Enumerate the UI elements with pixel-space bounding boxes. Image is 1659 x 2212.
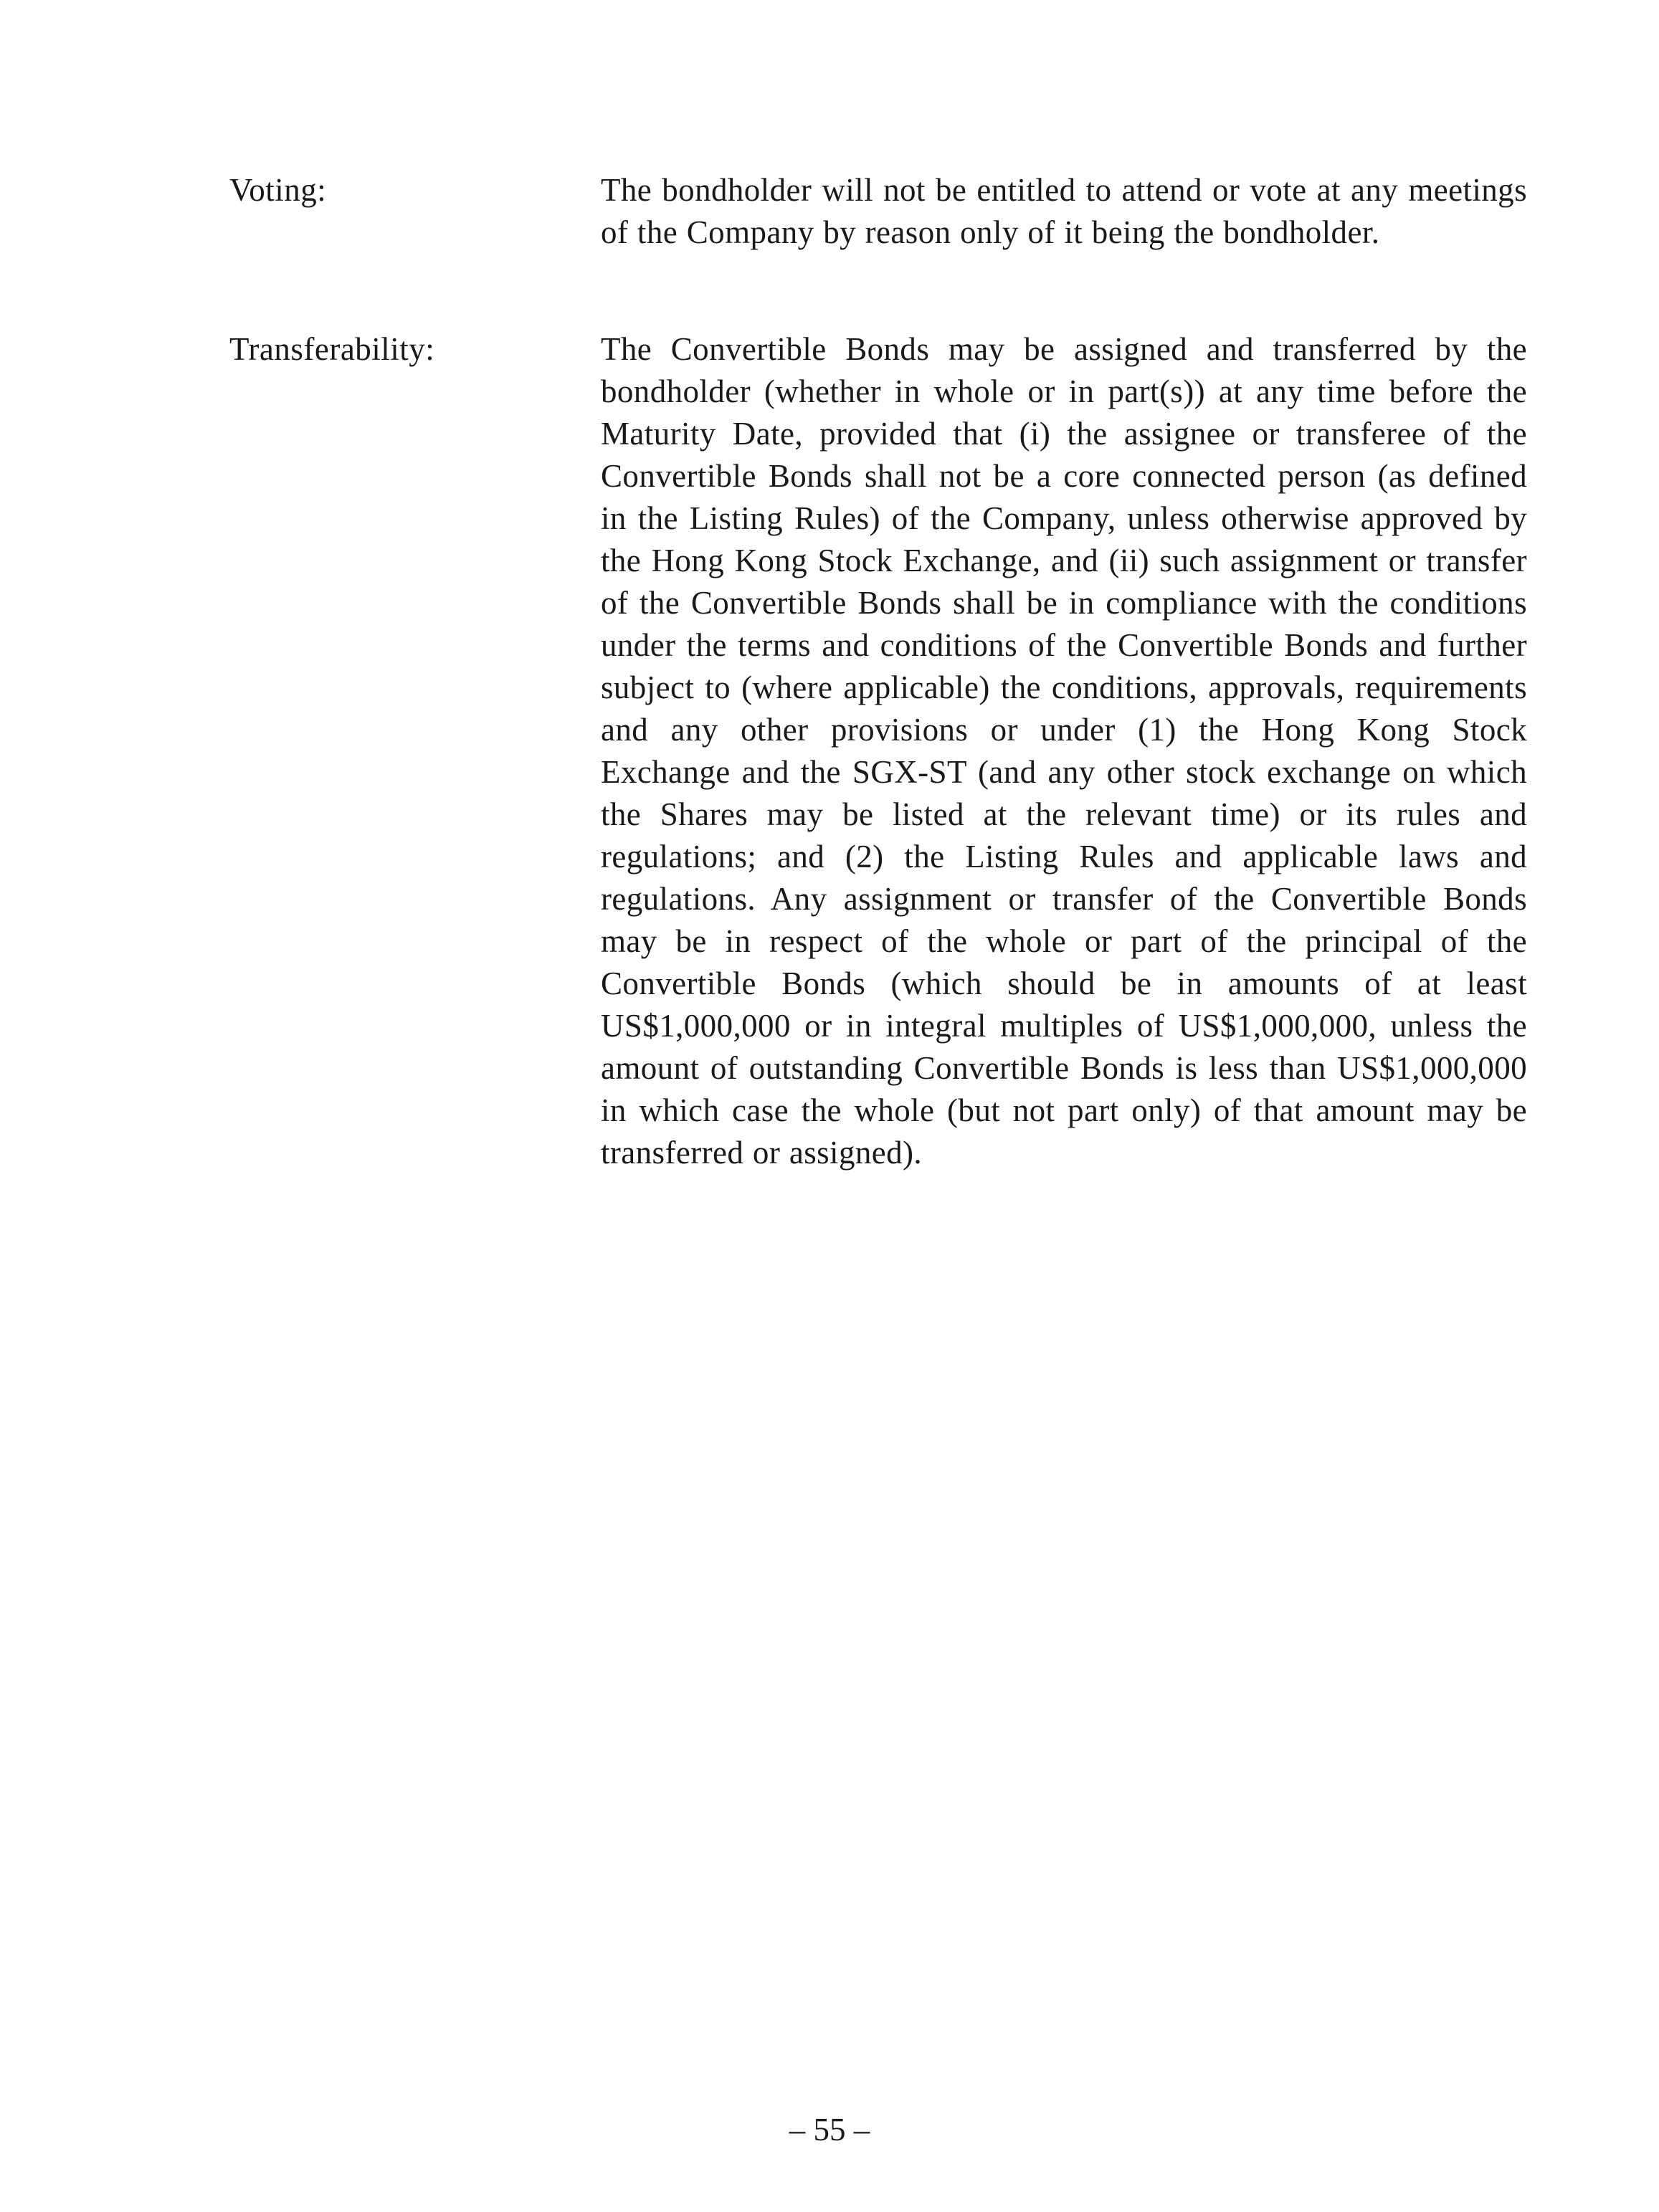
term-text-voting: The bondholder will not be entitled to attend or vote at any meetings of the Company by reason only of it being the bondholder. (601, 172, 1527, 250)
term-label-transferability: Transferability: (229, 331, 435, 367)
page-number: – 55 – (789, 2112, 870, 2147)
term-text-transferability: The Convertible Bonds may be assigned and transferred by the bondholder (whether in whole or in part(s)) at any time before the Maturity Date, provided that (i) the assignee or transferee of the Convertible Bonds shall not be a core connected person (as defined in the Listing Rules) of the Company, unless otherwise approved by the Hong Kong Stock Exchange, and (ii) such assignment or transfer of the Convertible Bonds shall be in compliance with the conditions under the terms and conditions of the Convertible Bonds and further subject to (where applicable) the conditions, approvals, requirements and any other provisions or under (1) the Hong Kong Stock Exchange and the SGX-ST (and any other stock exchange on which the Shares may be listed at the relevant time) or its rules and regulations; and (2) the Listing Rules and applicable laws and regulations. Any assignment or transfer of the Convertible Bonds may be in respect of the whole or part of the principal of the Convertible Bonds (which should be in amounts of at least US$1,000,000 or in integral multiples of US$1,000,000, unless the amount of outstanding Convertible Bonds is less than US$1,000,000 in which case the whole (but not part only) of that amount may be transferred or assigned). (601, 331, 1527, 1171)
term-label-voting: Voting: (229, 172, 327, 208)
